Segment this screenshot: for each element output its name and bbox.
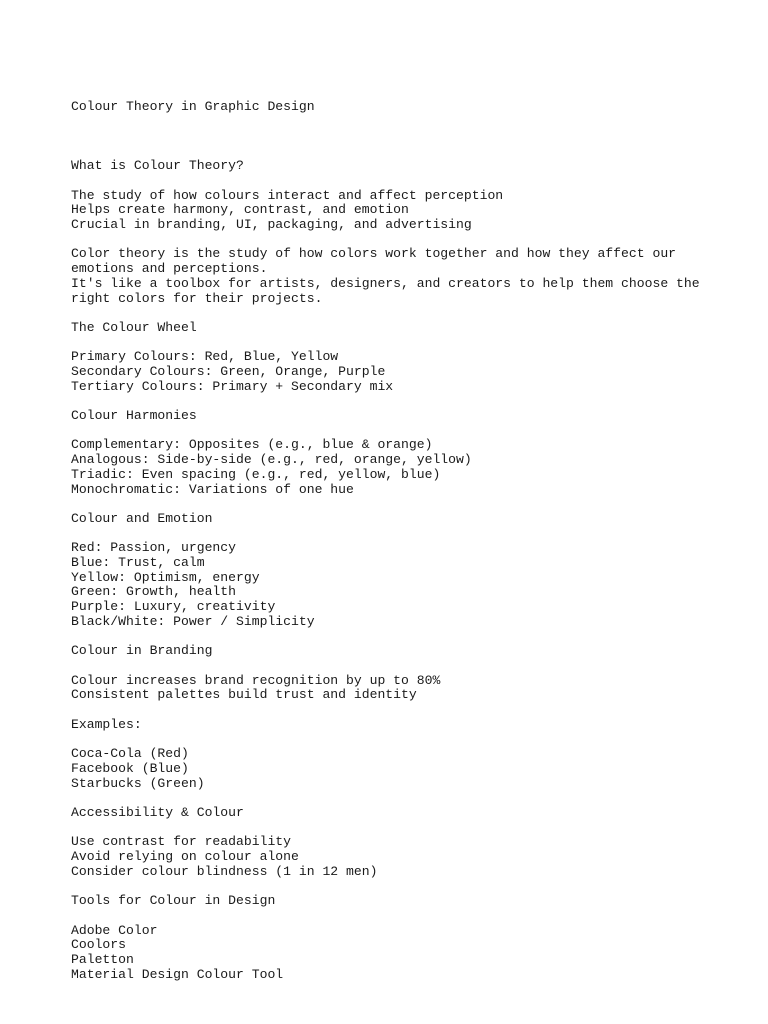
text-line: Material Design Colour Tool <box>71 966 284 982</box>
text-line: Secondary Colours: Green, Orange, Purple <box>71 363 386 379</box>
text-line: Use contrast for readability <box>71 834 292 850</box>
text-block <box>71 674 731 703</box>
text-line: Color theory is the study of how colors work together and how they affect our <box>71 246 677 262</box>
heading-text: What is Colour Theory? <box>71 158 244 174</box>
section-heading <box>71 159 731 174</box>
text-line: Consider colour blindness (1 in 12 men) <box>71 863 378 879</box>
text-line: Paletton <box>71 951 134 967</box>
text-line: Tertiary Colours: Primary + Secondary mix <box>71 378 394 394</box>
text-line: Analogous: Side-by-side (e.g., red, orange, yellow) <box>71 452 472 468</box>
text-block <box>71 924 731 983</box>
text-line: It's like a toolbox for artists, designers, and creators to help them choose the <box>71 275 700 291</box>
text-line: Primary Colours: Red, Blue, Yellow <box>71 349 339 365</box>
text-line: Monochromatic: Variations of one hue <box>71 481 354 497</box>
title-text: Colour Theory in Graphic Design <box>71 99 315 115</box>
text-line: Red: Passion, urgency <box>71 540 237 556</box>
text-line: Helps create harmony, contrast, and emotion <box>71 202 409 218</box>
heading-text: Accessibility & Colour <box>71 804 244 820</box>
text-line: The study of how colours interact and affect perception <box>71 187 504 203</box>
text-block <box>71 747 731 791</box>
heading-text: Colour and Emotion <box>71 510 213 526</box>
section-heading <box>71 321 731 336</box>
text-line: Starbucks (Green) <box>71 775 205 791</box>
text-line: emotions and perceptions. <box>71 261 268 277</box>
document-body <box>71 159 731 982</box>
text-block <box>71 438 731 497</box>
text-line: Green: Growth, health <box>71 584 237 600</box>
text-line: Complementary: Opposites (e.g., blue & orange) <box>71 437 433 453</box>
heading-text: Examples: <box>71 716 142 732</box>
text-line: Coolors <box>71 937 127 953</box>
document-title <box>71 71 731 145</box>
text-line: Facebook (Blue) <box>71 760 189 776</box>
section-heading <box>71 409 731 424</box>
text-line: Consistent palettes build trust and identity <box>71 687 417 703</box>
text-line: Blue: Trust, calm <box>71 555 205 571</box>
heading-text: Colour Harmonies <box>71 408 197 424</box>
text-block <box>71 189 731 233</box>
text-line: Purple: Luxury, creativity <box>71 599 276 615</box>
section-heading <box>71 512 731 527</box>
text-line: right colors for their projects. <box>71 290 323 306</box>
text-line: Adobe Color <box>71 922 158 938</box>
text-line: Colour increases brand recognition by up to 80% <box>71 672 441 688</box>
text-block <box>71 350 731 394</box>
document-page <box>71 71 731 997</box>
text-line: Yellow: Optimism, energy <box>71 569 260 585</box>
heading-text: The Colour Wheel <box>71 319 197 335</box>
text-block <box>71 247 731 306</box>
section-heading <box>71 894 731 909</box>
text-line: Black/White: Power / Simplicity <box>71 613 315 629</box>
text-line: Avoid relying on colour alone <box>71 849 299 865</box>
heading-text: Colour in Branding <box>71 643 213 659</box>
text-block <box>71 835 731 879</box>
heading-text: Tools for Colour in Design <box>71 893 276 909</box>
section-heading <box>71 806 731 821</box>
text-line: Crucial in branding, UI, packaging, and advertising <box>71 217 472 232</box>
section-heading <box>71 718 731 733</box>
text-block <box>71 541 731 629</box>
text-line: Coca-Cola (Red) <box>71 746 189 762</box>
text-line: Triadic: Even spacing (e.g., red, yellow, blue) <box>71 466 441 482</box>
section-heading <box>71 644 731 659</box>
